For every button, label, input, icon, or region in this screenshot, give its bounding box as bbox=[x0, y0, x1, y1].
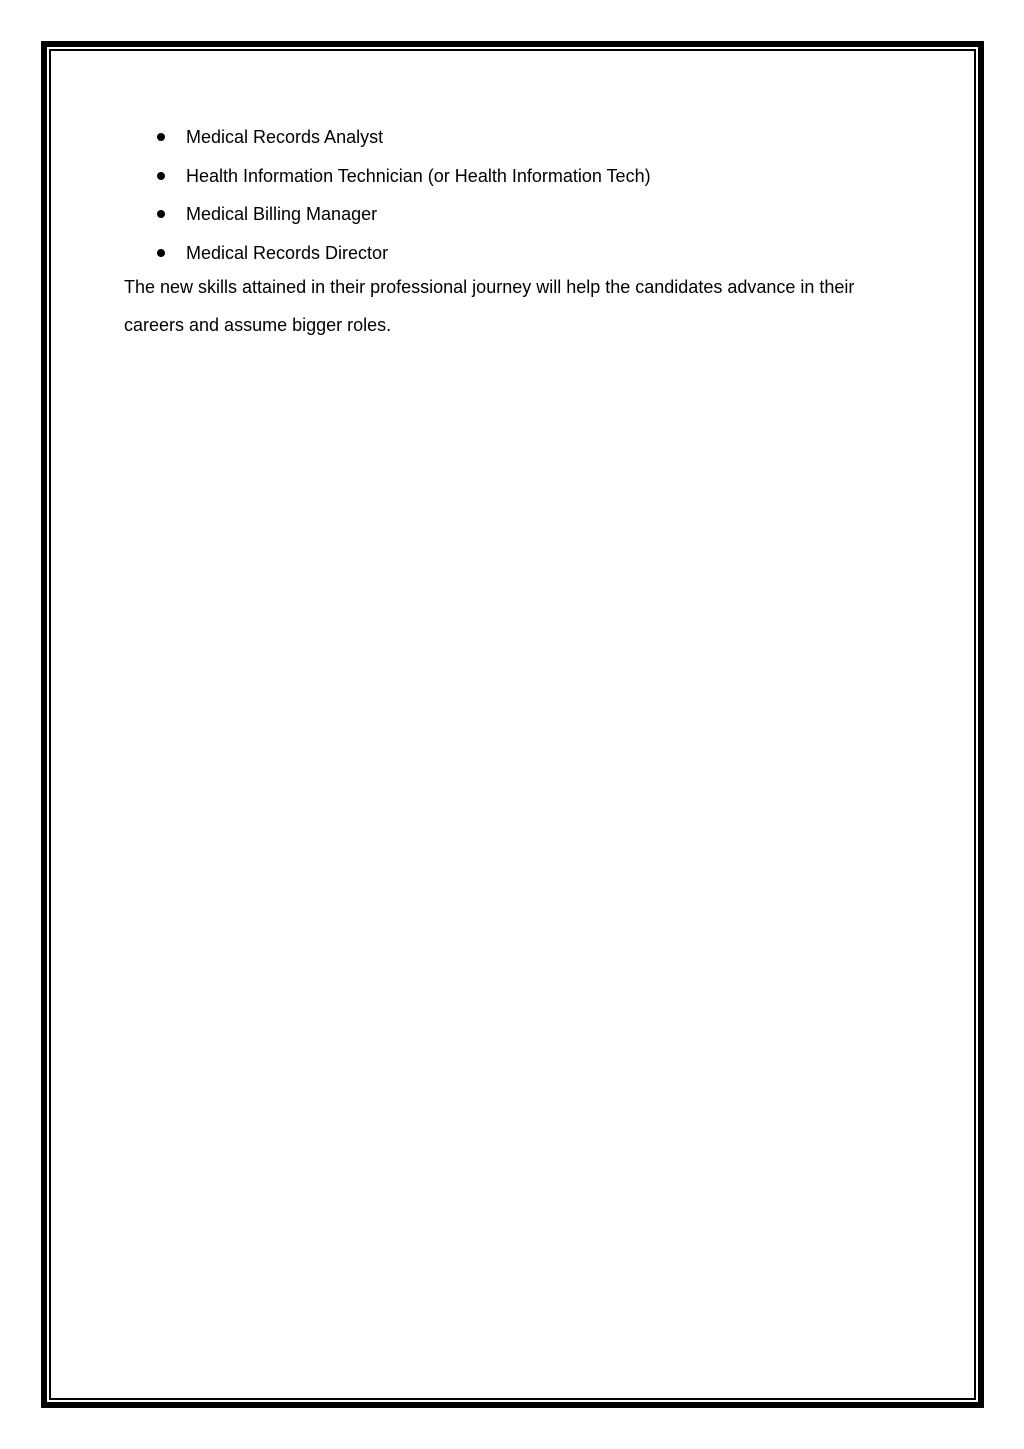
list-item bbox=[124, 157, 914, 196]
bullet-icon bbox=[157, 172, 165, 180]
list-item-label: Medical Billing Manager bbox=[186, 204, 378, 225]
body-paragraph: The new skills attained in their professional journey will help the candidates advance in their careers and assume bigger roles. bbox=[124, 277, 855, 336]
list-item bbox=[124, 234, 914, 273]
list-item-label: Medical Records Analyst bbox=[186, 127, 384, 147]
document-content bbox=[124, 118, 914, 344]
bullet-icon bbox=[157, 133, 165, 141]
list-item bbox=[124, 118, 914, 157]
list-item-label: Medical Records Director bbox=[186, 242, 389, 263]
bullet-list bbox=[124, 118, 914, 272]
list-item-label: Health Information Technician (or Health Information Tech) bbox=[186, 165, 651, 186]
list-item bbox=[124, 195, 914, 234]
bullet-icon bbox=[157, 210, 165, 218]
bullet-icon bbox=[157, 249, 165, 257]
